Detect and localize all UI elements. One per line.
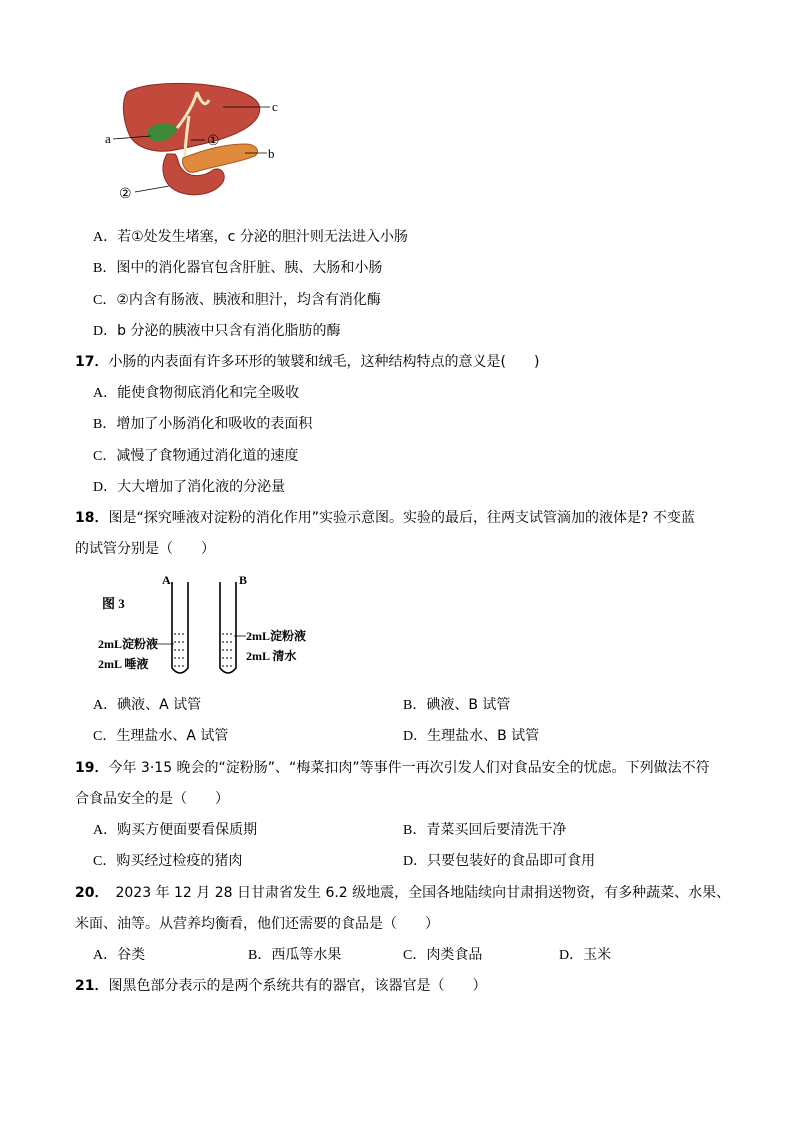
q17-option-b[interactable]: B．增加了小肠消化和吸收的表面积 <box>93 416 313 432</box>
q18-option-c[interactable]: C．生理盐水、A 试管 <box>93 728 229 744</box>
figure-label-c: c <box>272 99 278 114</box>
tube-b-contents-2: 2mL 清水 <box>246 649 297 663</box>
tube-b-contents-1: 2mL淀粉液 <box>246 629 307 643</box>
q19-option-d[interactable]: D．只要包装好的食品即可食用 <box>403 853 596 869</box>
tube-b-label: B <box>239 573 248 587</box>
tube-b <box>220 582 236 673</box>
tube-a-contents-2: 2mL 唾液 <box>98 657 149 671</box>
pancreas-shape <box>183 144 258 172</box>
figure-label-a: a <box>105 131 111 146</box>
q17-stem: 17．小肠的内表面有许多环形的皱襞和绒毛，这种结构特点的意义是( ) <box>75 354 540 370</box>
q20-option-b[interactable]: B．西瓜等水果 <box>248 947 342 963</box>
q19-stem-line2: 合食品安全的是（ ） <box>75 791 229 807</box>
q20-option-c[interactable]: C．肉类食品 <box>403 947 483 963</box>
q16-option-a[interactable]: A．若①处发生堵塞，c 分泌的胆汁则无法进入小肠 <box>93 229 408 245</box>
figure-label-2: ② <box>119 187 132 202</box>
tube-a-contents-1: 2mL淀粉液 <box>98 637 159 651</box>
q19-option-a[interactable]: A．购买方便面要看保质期 <box>93 822 258 838</box>
q16-option-b[interactable]: B．图中的消化器官包含肝脏、胰、大肠和小肠 <box>93 260 383 276</box>
q18-stem-line2: 的试管分别是（ ） <box>75 541 215 557</box>
q17-option-a[interactable]: A．能使食物彻底消化和完全吸收 <box>93 385 300 401</box>
q19-option-b[interactable]: B．青菜买回后要清洗干净 <box>403 822 567 838</box>
liver-shape <box>123 83 259 151</box>
digestive-organs-figure <box>105 78 285 208</box>
q19-stem-line1: 19．今年 3·15 晚会的“淀粉肠”、“梅菜扣肉”等事件一再次引发人们对食品安全的忧虑。下列做法不符 <box>75 760 710 776</box>
q21-stem: 21．图黑色部分表示的是两个系统共有的器官，该器官是（ ） <box>75 978 487 994</box>
q18-stem-line1: 18．图是“探究唾液对淀粉的消化作用”实验示意图。实验的最后，往两支试管滴加的液体是? 不变蓝 <box>75 510 695 526</box>
q20-stem-line1: 20． 2023 年 12 月 28 日甘肃省发生 6.2 级地震，全国各地陆续向甘肃捐送物资，有多种蔬菜、水果、 <box>75 885 731 901</box>
q17-option-c[interactable]: C．减慢了食物通过消化道的速度 <box>93 448 299 464</box>
q20-option-a[interactable]: A．谷类 <box>93 947 146 963</box>
q16-option-d[interactable]: D．b 分泌的胰液中只含有消化脂肪的酶 <box>93 323 341 339</box>
figure-label-1: ① <box>207 134 220 149</box>
q19-option-c[interactable]: C．购买经过检疫的猪肉 <box>93 853 243 869</box>
figure-title: 图 3 <box>102 596 125 611</box>
q18-option-b[interactable]: B．碘液、B 试管 <box>403 697 511 713</box>
tube-a-label: A <box>162 573 171 587</box>
q18-option-a[interactable]: A．碘液、A 试管 <box>93 697 202 713</box>
test-tube-figure <box>96 572 316 682</box>
q20-stem-line2: 米面、油等。从营养均衡看，他们还需要的食品是（ ） <box>75 916 439 932</box>
q18-option-d[interactable]: D．生理盐水、B 试管 <box>403 728 540 744</box>
q17-option-d[interactable]: D．大大增加了消化液的分泌量 <box>93 479 286 495</box>
q20-option-d[interactable]: D．玉米 <box>559 947 612 963</box>
figure-label-b: b <box>268 146 275 161</box>
tube-a <box>172 582 188 673</box>
q16-option-c[interactable]: C．②内含有肠液、胰液和胆汁，均含有消化酶 <box>93 292 381 308</box>
